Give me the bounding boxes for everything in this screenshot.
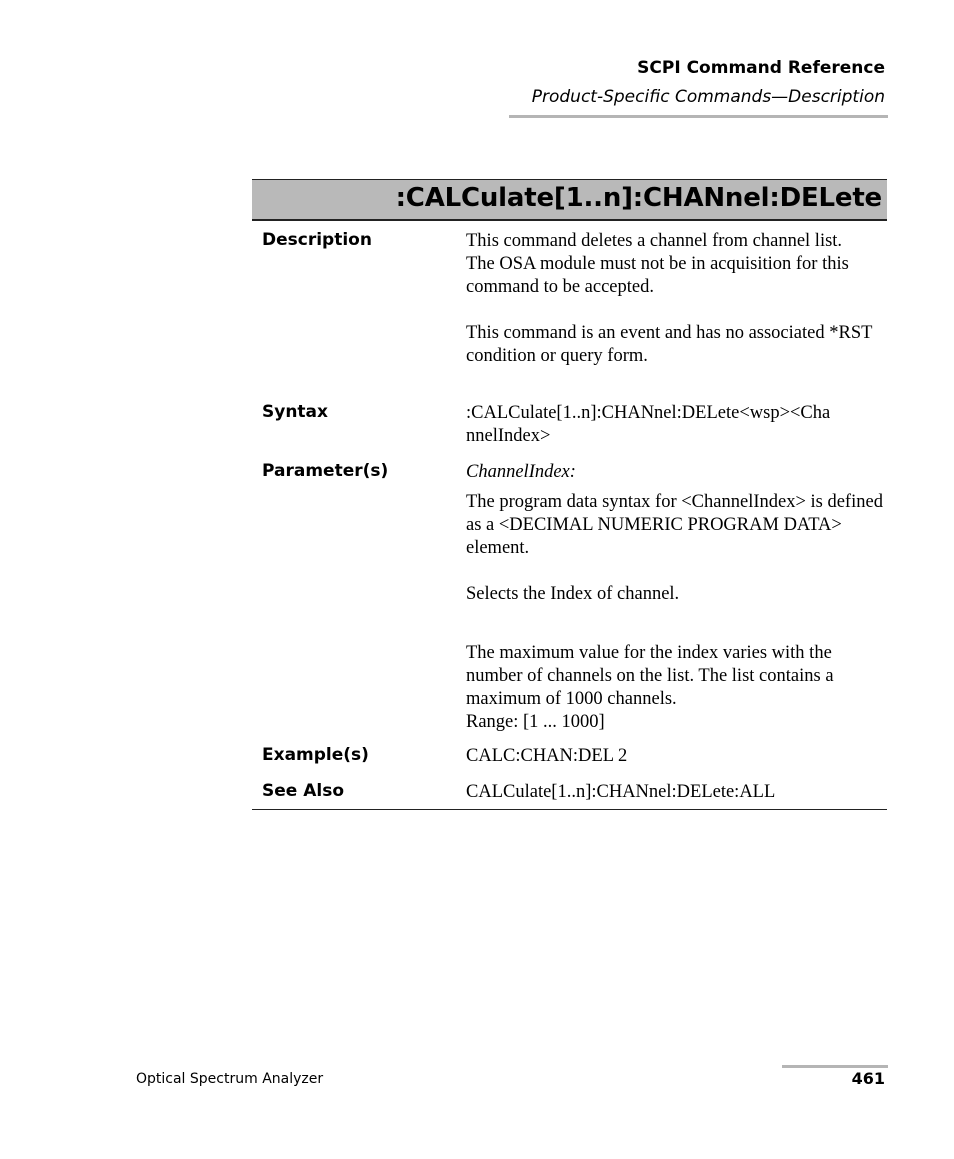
parameter-text: The maximum value for the index varies with the number of channels on the list. The list contains a maximum of 1000 channels.	[466, 643, 834, 709]
command-title: :CALCulate[1..n]:CHANnel:DELete	[395, 183, 882, 213]
syntax-value: :CALCulate[1..n]:CHANnel:DELete<wsp><Cha nnelIndex>	[466, 403, 831, 446]
header-rule	[509, 115, 888, 118]
table-bottom-rule	[252, 809, 887, 810]
examples-value: CALC:CHAN:DEL 2	[466, 746, 628, 766]
description-value	[466, 230, 884, 368]
syntax-label: Syntax	[262, 402, 328, 422]
header-title: SCPI Command Reference	[637, 58, 885, 78]
description-line: This command is an event and has no associated *RST condition or query form.	[466, 323, 873, 366]
page-number: 461	[851, 1069, 885, 1088]
command-title-bar	[252, 179, 887, 221]
parameters-value	[466, 461, 884, 734]
footer-product: Optical Spectrum Analyzer	[136, 1071, 324, 1087]
see-also-value: CALCulate[1..n]:CHANnel:DELete:ALL	[466, 782, 776, 802]
description-label: Description	[262, 230, 372, 250]
see-also-label: See Also	[262, 781, 345, 801]
parameters-label: Parameter(s)	[262, 461, 389, 481]
parameter-name: ChannelIndex:	[466, 462, 576, 482]
description-line: This command deletes a channel from channel list.	[466, 231, 843, 251]
parameter-range: Range: [1 ... 1000]	[466, 712, 605, 732]
parameter-text: Selects the Index of channel.	[466, 584, 680, 604]
examples-label: Example(s)	[262, 745, 369, 765]
description-line: The OSA module must not be in acquisition for this command to be accepted.	[466, 254, 849, 297]
parameter-text: The program data syntax for <ChannelIndex> is defined as a <DECIMAL NUMERIC PROGRAM DATA> element.	[466, 492, 883, 558]
header-subtitle: Product-Specific Commands—Description	[531, 87, 885, 107]
footer-rule	[782, 1065, 888, 1068]
